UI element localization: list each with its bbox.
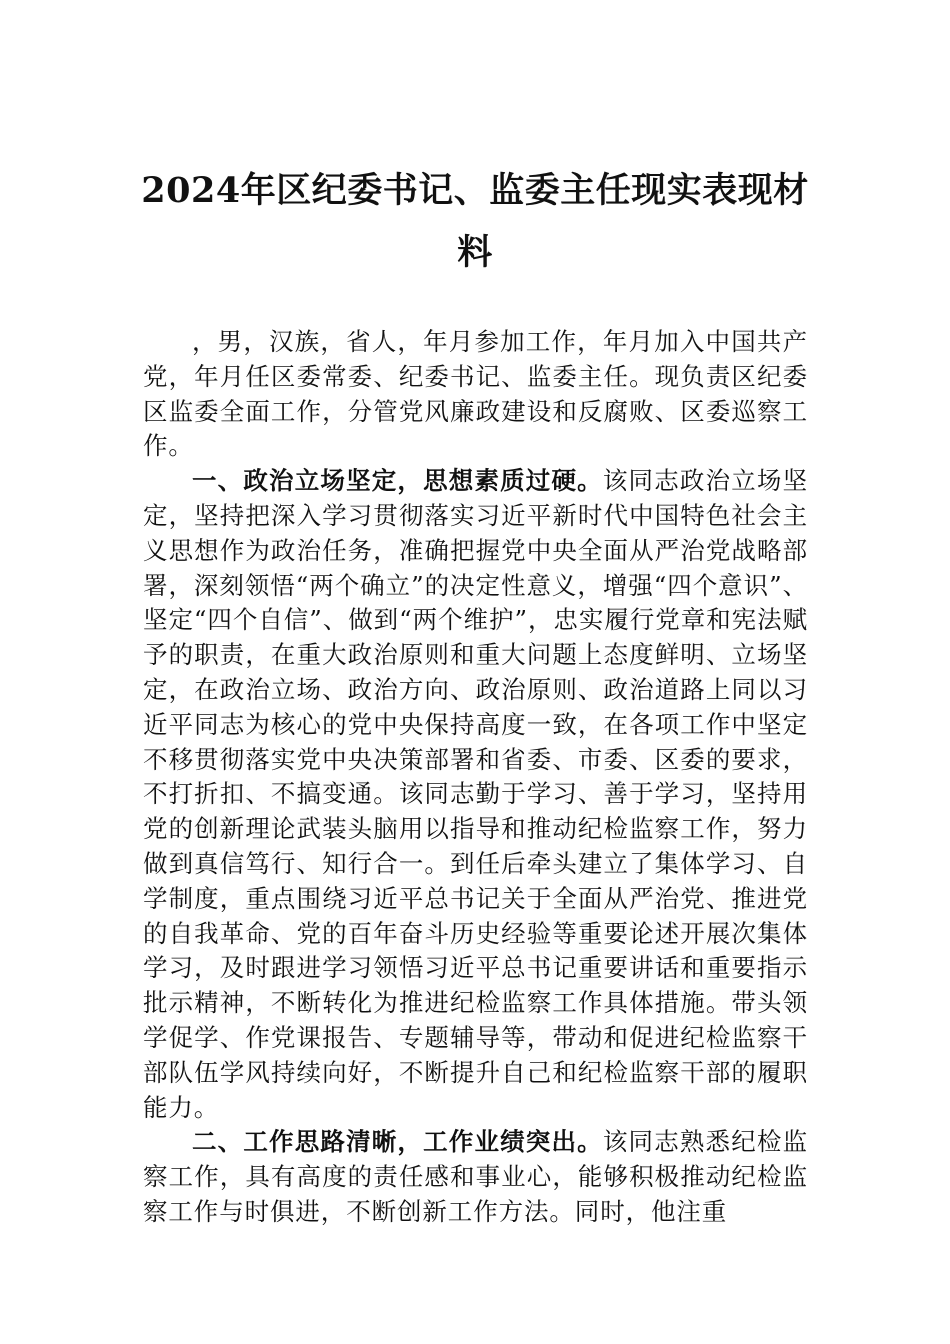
section-two-text: 该同志熟悉纪检监察工作，具有高度的责任感和事业心，能够积极推动纪检监察工作与时俱进，不断创新工作方法。同时，他注重 [143, 1127, 808, 1226]
document-title: 2024年区纪委书记、监委主任现实表现材料 [141, 170, 809, 273]
document-body [143, 325, 808, 1230]
paragraph-text: ，男，汉族，省人，年月参加工作，年月加入中国共产党，年月任区委常委、纪委书记、监委主任。现负责区纪委区监委全面工作，分管党风廉政建设和反腐败、区委巡察工作。 [143, 327, 808, 461]
section-two-paragraph [143, 1125, 808, 1229]
section-two-heading: 二、工作思路清晰，工作业绩突出。 [192, 1127, 603, 1157]
section-one-heading: 一、政治立场坚定，思想素质过硬。 [192, 466, 603, 496]
section-one-text: 该同志政治立场坚定，坚持把深入学习贯彻落实习近平新时代中国特色社会主义思想作为政治任务，准确把握党中央全面从严治党战略部署，深刻领悟“两个确立”的决定性意义，增强“四个意识”、坚定“四个自信”、做到“两个维护”，忠实履行党章和宪法赋予的职责，在重大政治原则和重大问题上态度鲜明、立场坚定，在政治立场、政治方向、政治原则、政治道路上同以习近平同志为核心的党中央保持高度一致，在各项工作中坚定不移贯彻落实党中央决策部署和省委、市委、区委的要求，不打折扣、不搞变通。该同志勤于学习、善于学习，坚持用党的创新理论武装头脑用以指导和推动纪检监察工作，努力做到真信笃行、知行合一。到任后牵头建立了集体学习、自学制度，重点围绕习近平总书记关于全面从严治党、推进党的自我革命、党的百年奋斗历史经验等重要论述开展次集体学习，及时跟进学习领悟习近平总书记重要讲话和重要指示批示精神，不断转化为推进纪检监察工作具体措施。带头领学促学、作党课报告、专题辅导等，带动和促进纪检监察干部队伍学风持续向好，不断提升自己和纪检监察干部的履职能力。 [143, 466, 808, 1122]
section-one-paragraph [143, 464, 808, 1125]
intro-paragraph [143, 325, 808, 464]
